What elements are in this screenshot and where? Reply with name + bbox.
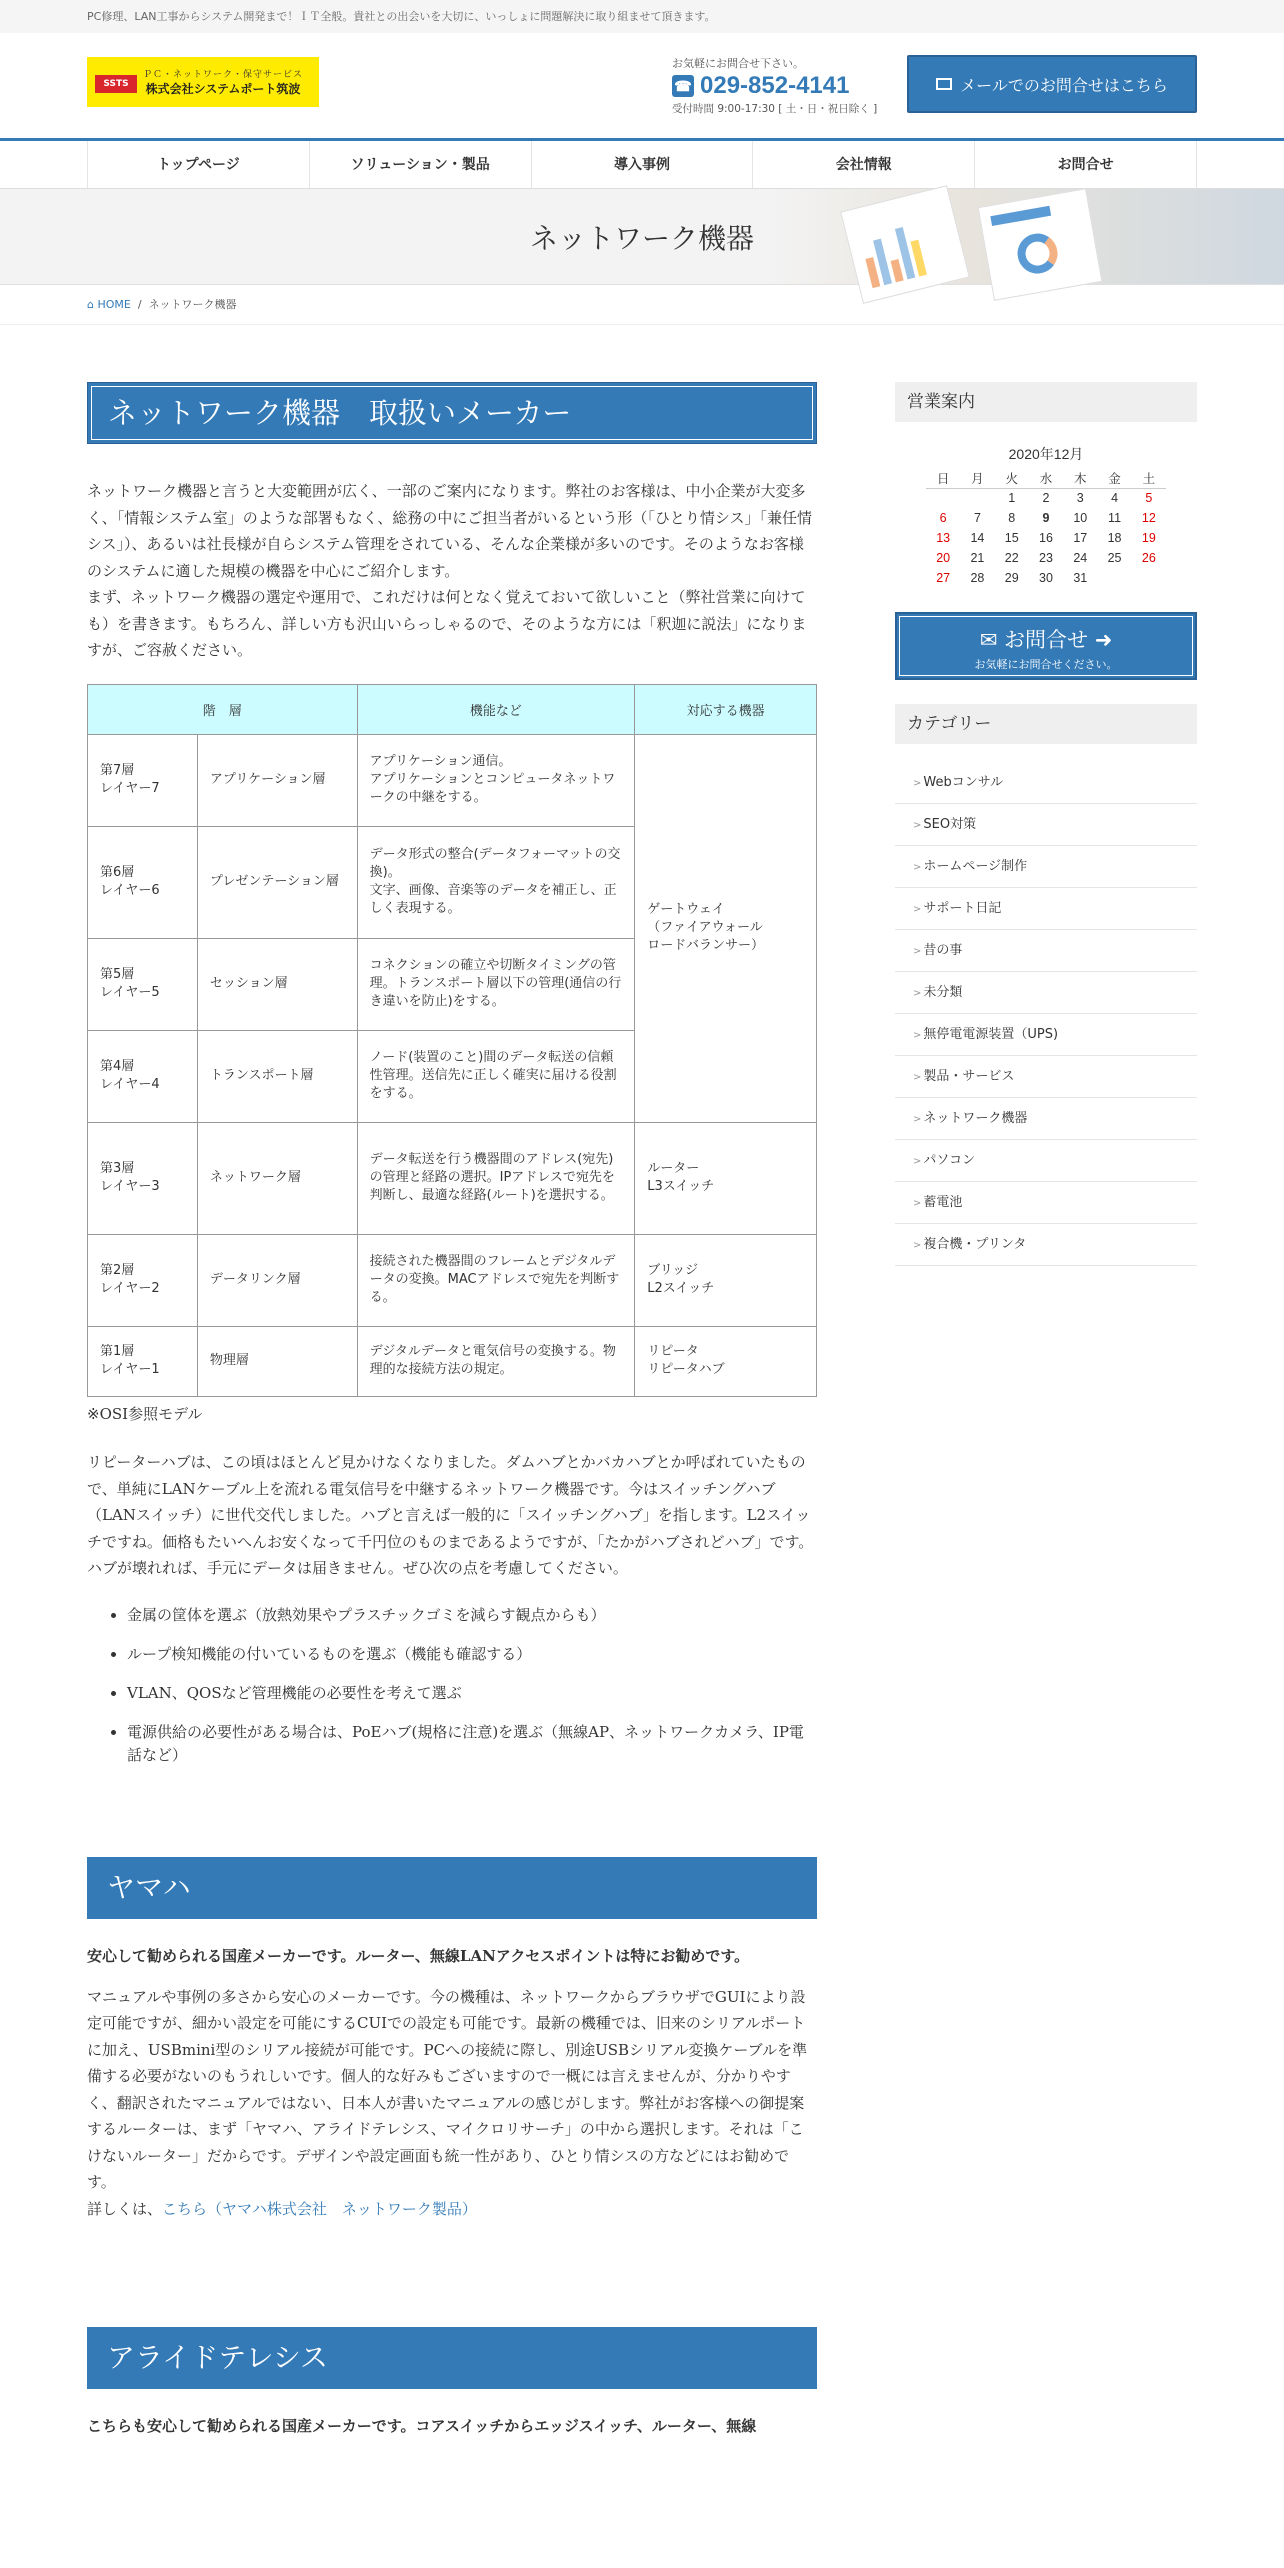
category-item-battery[interactable] [895, 1182, 1197, 1224]
yamaha-body: マニュアルや事例の多さから安心のメーカーです。今の機種は、ネットワークからブラウザでGUIにより設定可能ですが、細かい設定を可能にするCUIでの設定も可能です。最新の機種では、旧来のシリアルポートに加え、USBmini型のシリアル接続が可能です。PCへの接続に際し、別途USBシリアル変換ケーブルを準備する必要がないのもうれしいです。個人的な好みもございますので一概には言えませんが、分かりやすく、翻訳されたマニュアルではない、日本人が書いたマニュアルの感じがします。弊社がお客様への御提案するルーターは、まず「ヤマハ、アライドテレシス、マイクロリサーチ」の中から選択します。それは「こけないルーター」だからです。デザインや設定画面も統一性があり、ひとり情シスの方などにはお勧めです。 [87, 1987, 808, 2191]
nav-item-top[interactable]: トップページ [87, 141, 309, 188]
osi-layer: 第4層 レイヤー4 [88, 1030, 198, 1122]
phone-icon: ☎ [672, 75, 694, 97]
business-hours: 受付時間 9:00-17:30 [ 土・日・祝日除く ] [672, 103, 878, 115]
chevron-right-icon: > [913, 1072, 922, 1083]
osi-function: コネクションの確立や切断タイミングの管理。トランスポート層以下の管理(通信の行き違いを防止)をする。 [357, 938, 635, 1030]
list-item: • 金属の筐体を選ぶ（放熱効果やプラスチックゴミを減らす観点からも） [127, 1604, 817, 1627]
breadcrumb [0, 285, 1284, 325]
calendar-day: 15 [1004, 531, 1019, 545]
osi-function: アプリケーション通信。 アプリケーションとコンピュータネットワークの中継をする。 [357, 734, 635, 826]
calendar-day: 22 [1004, 551, 1019, 565]
category-item-printer[interactable] [895, 1224, 1197, 1266]
breadcrumb-home[interactable] [87, 298, 131, 311]
contact-hint: お気軽にお問合せ下さい。 [672, 57, 804, 70]
logo-name: 株式会社システムポート筑波 [145, 82, 301, 96]
home-icon: ⌂ [87, 298, 94, 311]
category-list [895, 762, 1197, 1266]
yamaha-more-prefix: 詳しくは、 [87, 2199, 163, 2218]
calendar-day: 4 [1111, 491, 1119, 506]
osi-layer: 第3層 レイヤー3 [88, 1122, 198, 1234]
list-item: • VLAN、QOSなど管理機能の必要性を考えて選ぶ [127, 1682, 817, 1705]
yamaha-heading: ヤマハ [87, 1857, 817, 1919]
calendar-day [960, 488, 994, 508]
sidebar [895, 382, 1197, 1266]
intro-paragraph-2: まず、ネットワーク機器の選定や運用で、これだけは何となく覚えておいて欲しいこと（弊社営業に向けても）を書きます。もちろん、詳しい方も沢山いらっしゃるので、そのような方には「釈迦に説法」になりますが、ご容赦ください。 [87, 588, 807, 659]
calendar-day: 17 [1073, 531, 1088, 545]
chevron-right-icon: > [913, 862, 922, 873]
category-label: 未分類 [923, 985, 963, 1000]
envelope-icon: ✉ [979, 628, 998, 652]
category-label: 昔の事 [923, 943, 963, 958]
category-label: 製品・サービス [923, 1069, 1015, 1084]
calendar-weekday: 日 [926, 468, 960, 488]
calendar-day: 12 [1141, 511, 1156, 525]
calendar-day: 11 [1108, 511, 1122, 525]
calendar-day: 31 [1073, 571, 1088, 585]
calendar-day: 13 [936, 531, 951, 545]
calendar-day: 24 [1073, 551, 1088, 565]
calendar-day: 21 [970, 551, 985, 565]
osi-function: デジタルデータと電気信号の変換する。物理的な接続方法の規定。 [357, 1326, 635, 1396]
osi-layer: 第7層 レイヤー7 [88, 734, 198, 826]
phone-number[interactable] [672, 72, 877, 100]
osi-layer-name: ネットワーク層 [197, 1122, 357, 1234]
chevron-right-icon: > [913, 1030, 922, 1041]
category-item-seo[interactable] [895, 804, 1197, 846]
chevron-right-icon: > [913, 1156, 922, 1167]
breadcrumb-separator: / [134, 298, 146, 311]
osi-function: 接続された機器間のフレームとデジタルデータの変換。MACアドレスで宛先を判断する。 [357, 1234, 635, 1326]
calendar-weekday: 金 [1097, 468, 1131, 488]
calendar-day-today: 9 [1042, 511, 1050, 525]
yamaha-lead: 安心して勧められる国産メーカーです。ルーター、無線LANアクセスポイントは特にお勧めです。 [87, 1946, 750, 1965]
calendar-day: 16 [1039, 531, 1053, 545]
logo-tagline: ＰＣ・ネットワーク・保守サービス [142, 70, 303, 80]
calendar-weekday: 木 [1063, 468, 1097, 488]
intro-paragraph: ネットワーク機器と言うと大変範囲が広く、一部のご案内になります。弊社のお客様は、中小企業が大変多く、「情報システム室」のような部署もなく、総務の中にご担当者がいるという形（「ひとり情シス」「兼任情シス」）、あるいは社長様が自らシステム管理をされている、そんな企業様が多いのです。そのようなお客様のシステムに適した規模の機器を中心にご紹介します。 [87, 482, 812, 580]
logo-mark: SSTS [95, 75, 137, 93]
osi-layer: 第5層 レイヤー5 [88, 938, 198, 1030]
osi-device: ブリッジ L2スイッチ [635, 1234, 817, 1326]
calendar-title: 2020年12月 [1008, 446, 1084, 462]
category-item-pc[interactable] [895, 1140, 1197, 1182]
osi-header-layer: 階 層 [88, 684, 358, 734]
sidebar-contact-label: お問合せ [1004, 628, 1088, 652]
osi-function: データ転送を行う機器間のアドレス(宛先)の管理と経路の選択。IPアドレスで宛先を判断し、最適な経路(ルート)を選択する。 [357, 1122, 635, 1234]
phone-text: 029-852-4141 [700, 72, 850, 99]
osi-header-function: 機能など [357, 684, 635, 734]
calendar-weekday: 月 [960, 468, 994, 488]
calendar-day: 1 [1008, 491, 1016, 506]
list-item: • 電源供給の必要性がある場合は、PoEハブ(規格に注意)を選ぶ（無線AP、ネットワークカメラ、IP電話など） [127, 1721, 817, 1767]
category-item-uncategorized[interactable] [895, 972, 1197, 1014]
arrow-right-circle-icon: ➜ [1094, 628, 1113, 652]
category-label: 複合機・プリンタ [923, 1237, 1027, 1252]
category-item-support-diary[interactable] [895, 888, 1197, 930]
calendar-day: 2 [1042, 491, 1050, 506]
page-hero [0, 189, 1284, 285]
osi-layer-name: 物理層 [197, 1326, 357, 1396]
category-item-old-days[interactable] [895, 930, 1197, 972]
nav-item-cases[interactable]: 導入事例 [531, 141, 753, 188]
calendar-day: 8 [1008, 511, 1016, 525]
category-item-network[interactable] [895, 1098, 1197, 1140]
osi-layer: 第1層 レイヤー1 [88, 1326, 198, 1396]
osi-layer-name: データリンク層 [197, 1234, 357, 1326]
calendar-weekday: 水 [1029, 468, 1063, 488]
calendar-weekday: 火 [995, 468, 1029, 488]
calendar-day: 6 [939, 511, 947, 525]
calendar-day: 30 [1039, 571, 1053, 585]
category-label: Webコンサル [923, 775, 1004, 790]
category-item-ups[interactable] [895, 1014, 1197, 1056]
chevron-right-icon: > [913, 1114, 922, 1125]
chevron-right-icon: > [913, 1240, 922, 1251]
chevron-right-icon: > [913, 904, 922, 915]
business-calendar [895, 444, 1197, 588]
category-label: 無停電電源装置（UPS) [923, 1027, 1059, 1042]
osi-device: ゲートウェイ （ファイアウォール ロードバランサー） [635, 734, 817, 1122]
category-label: サポート日記 [923, 901, 1002, 916]
category-label: SEO対策 [923, 817, 977, 832]
calendar-day: 7 [973, 511, 981, 525]
mail-button-label: メールでのお問合せはこちら [960, 75, 1168, 95]
osi-layer-name: プレゼンテーション層 [197, 826, 357, 938]
calendar-day: 29 [1004, 571, 1019, 585]
osi-header-device: 対応する機器 [635, 684, 817, 734]
category-label: 蓄電池 [923, 1195, 963, 1210]
osi-layer: 第6層 レイヤー6 [88, 826, 198, 938]
allied-heading: アライドテレシス [87, 2327, 817, 2389]
calendar-day: 19 [1141, 531, 1156, 545]
osi-function: データ形式の整合(データフォーマットの交換)。 文字、画像、音楽等のデータを補正し、正しく表現する。 [357, 826, 635, 938]
global-nav [0, 141, 1284, 189]
nav-item-company[interactable]: 会社情報 [752, 141, 974, 188]
calendar-grid [926, 468, 1166, 588]
category-label: ホームページ制作 [923, 859, 1028, 874]
calendar-day [1097, 568, 1131, 588]
category-item-homepage[interactable] [895, 846, 1197, 888]
yamaha-more [87, 2196, 817, 2223]
chevron-right-icon: > [913, 946, 922, 957]
calendar-day [926, 488, 960, 508]
chevron-right-icon: > [913, 1198, 922, 1209]
calendar-day: 23 [1039, 551, 1053, 565]
calendar-weekday: 土 [1132, 468, 1166, 488]
chevron-right-icon: > [913, 778, 922, 789]
sidebar-contact-sub: お気軽にお問合せください。 [974, 658, 1118, 671]
yamaha-link[interactable]: こちら（ヤマハ株式会社 ネットワーク製品） [162, 2199, 477, 2218]
chevron-right-icon: > [913, 988, 922, 999]
calendar-day: 14 [970, 531, 985, 545]
breadcrumb-home-label: HOME [97, 298, 131, 311]
calendar-day: 5 [1145, 491, 1153, 506]
list-item: • ループ検知機能の付いているものを選ぶ（機能も確認する） [127, 1643, 817, 1666]
calendar-day: 3 [1076, 491, 1084, 506]
main-content [87, 382, 817, 2436]
calendar-day: 18 [1107, 531, 1122, 545]
osi-function: ノード(装置のこと)間のデータ転送の信頼性管理。送信先に正しく確実に届ける役割をする。 [357, 1030, 635, 1122]
calendar-day: 20 [936, 551, 951, 565]
sidebar-contact-button[interactable] [895, 612, 1197, 680]
chevron-right-icon: > [913, 820, 922, 831]
calendar-day: 28 [970, 571, 985, 585]
hub-tips-list [87, 1604, 817, 1767]
site-header [0, 33, 1284, 141]
breadcrumb-current: ネットワーク機器 [148, 298, 237, 311]
section-heading: ネットワーク機器 取扱いメーカー [87, 382, 817, 444]
mail-contact-button[interactable] [907, 55, 1197, 113]
calendar-day: 25 [1107, 551, 1122, 565]
osi-note: ※OSI参照モデル [87, 1404, 203, 1423]
envelope-icon [936, 78, 952, 90]
allied-lead: こちらも安心して勧められる国産メーカーです。コアスイッチからエッジスイッチ、ルーター、無線 [87, 2417, 757, 2435]
site-logo[interactable] [87, 57, 319, 107]
page-title: ネットワーク機器 [529, 222, 754, 255]
nav-item-solutions[interactable]: ソリューション・製品 [309, 141, 531, 188]
calendar-day: 10 [1073, 511, 1088, 525]
nav-item-contact[interactable]: お問合せ [974, 141, 1197, 188]
osi-layer-name: トランスポート層 [197, 1030, 357, 1122]
calendar-day [1132, 568, 1166, 588]
osi-layer-name: セッション層 [197, 938, 357, 1030]
osi-device: リピータ リピータハブ [635, 1326, 817, 1396]
category-item-web-consul[interactable] [895, 762, 1197, 804]
hub-paragraph: リピーターハブは、この頃はほとんど見かけなくなりました。ダムハブとかバカハブとか呼ばれていたもので、単純にLANケーブル上を流れる電気信号を中継するネットワーク機器です。今はスイッチングハブ（LANスイッチ）に世代交代しました。ハブと言えば一般的に「スイッチングハブ」を指します。L2スイッチですね。価格もたいへんお安くなって千円位のものまであるようですが、「たかがハブされどハブ」です。ハブが壊れれば、手元にデータは届きません。ぜひ次の点を考慮してください。 [87, 1453, 814, 1577]
category-label: ネットワーク機器 [923, 1111, 1028, 1126]
business-heading: 営業案内 [895, 382, 1197, 422]
header-contact [672, 55, 877, 116]
osi-layer-name: アプリケーション層 [197, 734, 357, 826]
category-label: パソコン [923, 1153, 976, 1168]
calendar-day: 26 [1141, 551, 1156, 565]
top-bar: PC修理、LAN工事からシステム開発まで！ＩＴ全般。貴社との出会いを大切に、いっしょに問題解決に取り組ませて頂きます。 [0, 0, 1284, 33]
category-item-products[interactable] [895, 1056, 1197, 1098]
osi-layer: 第2層 レイヤー2 [88, 1234, 198, 1326]
osi-table [87, 684, 817, 1397]
osi-device: ルーター L3スイッチ [635, 1122, 817, 1234]
category-heading: カテゴリー [895, 704, 1197, 744]
calendar-day: 27 [936, 571, 951, 585]
